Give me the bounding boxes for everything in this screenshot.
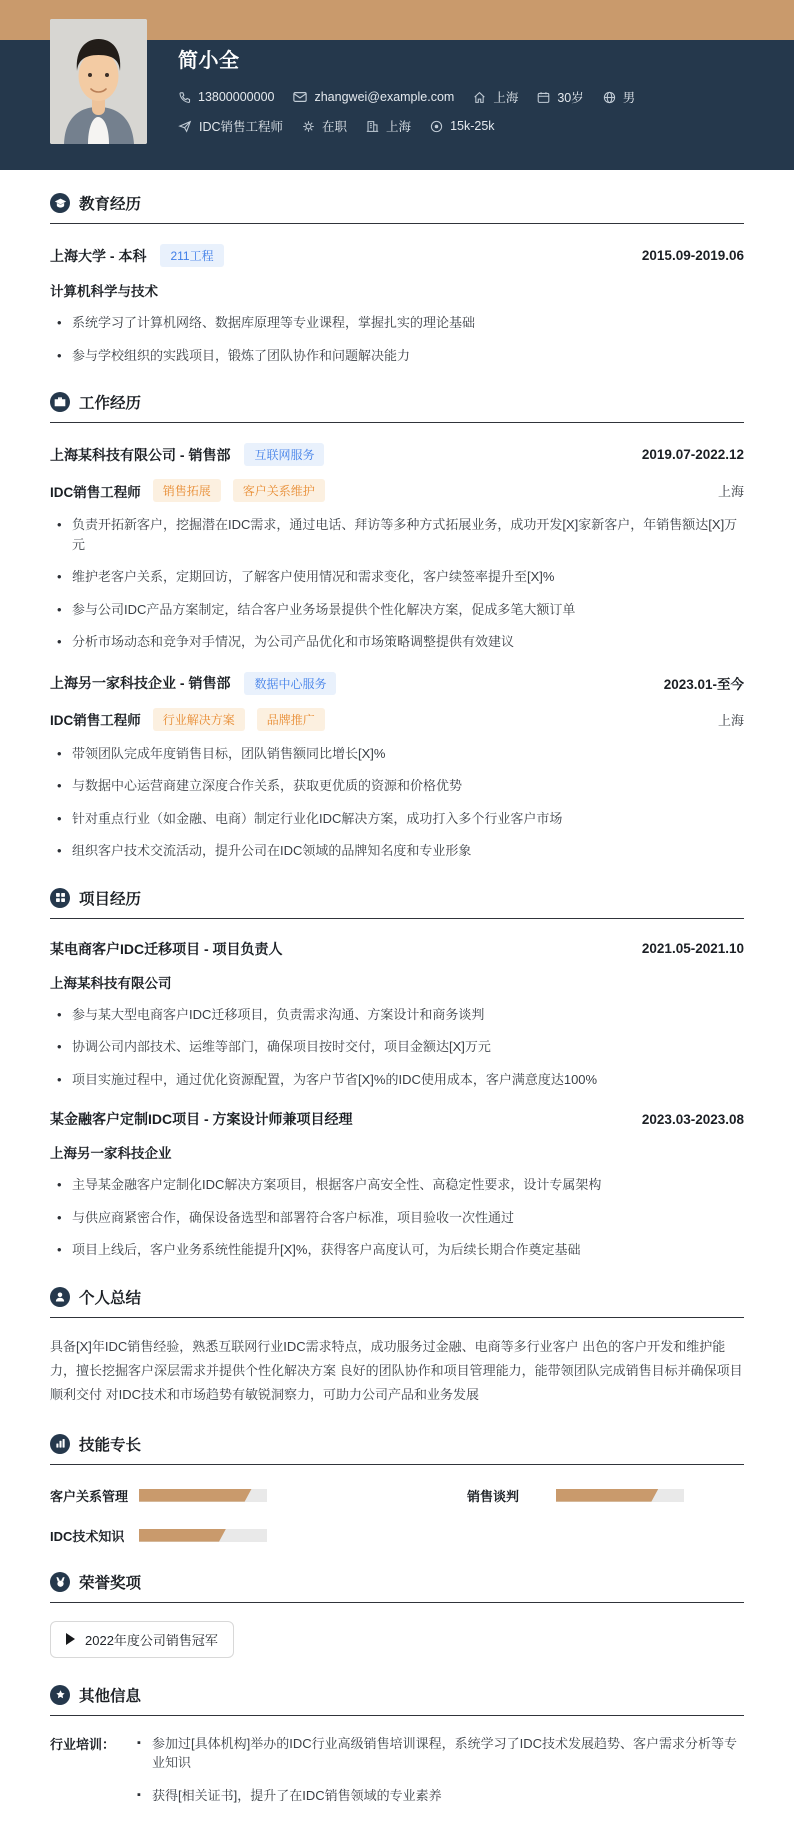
contact-row-1 [178,88,635,106]
skill-name: 销售谈判 [467,1488,520,1504]
age-item [537,88,583,106]
education-entry [50,244,744,365]
bullet-item: ▪ 参加过[具体机构]举办的IDC行业高级销售培训课程，系统学习了IDC技术发展趋势、客户需求分析等专业知识 [130,1734,744,1773]
skill-bar [139,1529,267,1542]
bullet-item: • 参与某大型电商客户IDC迁移项目，负责需求沟通、方案设计和商务谈判 [50,1005,744,1025]
summary-paragraph: 具备[X]年IDC销售经验，熟悉互联网行业IDC需求特点，成功服务过金融、电商等多行业客户 出色的客户开发和维护能力，擅长挖掘客户深层需求并提供个性化解决方案 良好的团队协作和项目管理能力，能带领团队完成销售目标并确保项目顺利交付 对IDC技术和市场趋势有敏锐洞察力，可助力公司产品和业务发展 [50,1338,743,1402]
section-divider [50,1715,744,1716]
work-entry [50,672,744,861]
section-title: 项目经历 [79,890,142,908]
medal-icon [50,1572,70,1592]
profile-photo [50,19,147,144]
work-location: 上海 [717,484,744,499]
project-entry [50,1109,744,1260]
position-item [178,117,283,135]
mail-icon [293,91,307,103]
salary-text: 15k-25k [450,119,495,133]
section-title: 教育经历 [79,196,142,213]
contact-row-2 [178,117,635,135]
project-bullets [50,1175,744,1260]
section-divider [50,223,744,224]
projects-grid-icon [50,888,70,908]
home-icon [473,91,486,104]
bullet-item: • 负责开拓新客户，挖掘潜在IDC需求，通过电话、拜访等多种方式拓展业务，成功开发[X]家新客户，年销售额达[X]万元 [50,515,744,554]
school-name: 上海大学 - 本科 [50,247,147,264]
bullet-item: • 主导某金融客户定制化IDC解决方案项目，根据客户高安全性、高稳定性要求，设计专属架构 [50,1175,744,1195]
section-projects [50,887,744,1260]
resume-header [0,40,794,170]
position-text: IDC销售工程师 [199,120,284,134]
city-text: 上海 [386,120,412,134]
skills-chart-icon [50,1434,70,1454]
phone-item [178,90,274,104]
section-education [50,192,744,365]
bullet-item: • 项目上线后，客户业务系统性能提升[X]%，获得客户高度认可，为后续长期合作奠定基础 [50,1240,744,1260]
section-title: 荣誉奖项 [79,1574,142,1592]
role-tag: 销售拓展 [153,479,221,502]
role-tag: 客户关系维护 [233,479,325,502]
section-other [50,1684,744,1806]
skill-fill [139,1489,252,1502]
project-date: 2023.03-2023.08 [641,1111,744,1127]
bullet-item: • 系统学习了计算机网络、数据库原理等专业课程，掌握扎实的理论基础 [50,313,744,333]
role-tag: 行业解决方案 [153,708,245,731]
bullet-item: • 协调公司内部技术、运维等部门，确保项目按时交付，项目金额达[X]万元 [50,1037,744,1057]
honor-chip[interactable] [50,1621,234,1658]
skill-item [467,1486,744,1505]
status-text: 在职 [322,120,348,134]
work-date: 2019.07-2022.12 [641,447,744,462]
email-text: zhangwei@example.com [314,90,455,104]
status-icon [302,120,315,133]
bullet-item: • 组织客户技术交流活动，提升公司在IDC领域的品牌知名度和专业形象 [50,841,744,861]
home-city-text: 上海 [493,91,519,105]
project-org: 上海另一家科技企业 [50,1146,172,1161]
section-title: 工作经历 [79,395,142,412]
skill-fill [139,1529,226,1542]
skill-item [50,1486,327,1505]
section-title: 其他信息 [79,1687,142,1705]
project-org: 上海某科技有限公司 [50,975,172,991]
section-divider [50,1317,744,1318]
training-label: 行业培训： [50,1736,116,1752]
candidate-name: 简小全 [178,50,240,72]
position-icon [178,120,192,133]
portrait-illustration [50,19,147,144]
company-name: 上海某科技有限公司 - 销售部 [50,446,231,463]
school-badge: 211工程 [160,244,223,267]
skill-fill [556,1489,658,1502]
phone-text: 13800000000 [198,90,275,104]
phone-icon [178,91,191,104]
role-title: IDC销售工程师 [50,713,141,728]
skill-name: 客户关系管理 [50,1488,129,1504]
section-summary [50,1286,744,1407]
project-name: 某电商客户IDC迁移项目 - 项目负责人 [50,940,283,957]
education-icon [50,193,70,213]
skill-bar [139,1489,267,1502]
section-skills [50,1433,744,1545]
gender-text: 男 [622,91,636,105]
major-name: 计算机科学与技术 [50,284,158,299]
age-text: 30岁 [557,91,584,105]
age-icon [537,91,550,104]
work-bullets [50,515,744,652]
section-title: 个人总结 [79,1289,142,1307]
bullet-item: • 参与公司IDC产品方案制定，结合客户业务场景提供个性化解决方案，促成多笔大额订单 [50,600,744,620]
project-date: 2021.05-2021.10 [641,941,744,956]
bullet-item: • 项目实施过程中，通过优化资源配置，为客户节省[X]%的IDC使用成本，客户满意度达100% [50,1070,744,1090]
work-entry [50,443,744,652]
salary-item [430,119,494,133]
project-name: 某金融客户定制IDC项目 - 方案设计师兼项目经理 [50,1111,353,1127]
project-entry [50,939,744,1090]
bullet-item: • 针对重点行业（如金融、电商）制定行业化IDC解决方案，成功打入多个行业客户市场 [50,809,744,829]
training-row [50,1734,744,1806]
home-city-item [473,88,518,106]
email-item [293,90,454,104]
industry-badge: 互联网服务 [244,443,324,466]
gender-icon [603,91,616,104]
company-name: 上海另一家科技企业 - 销售部 [50,675,231,691]
education-date: 2015.09-2019.06 [641,248,744,263]
bullet-item: • 带领团队完成年度销售目标，团队销售额同比增长[X]% [50,744,744,764]
bullet-item: ▪ 获得[相关证书]，提升了在IDC销售领域的专业素养 [130,1786,744,1806]
skill-bar [556,1489,684,1502]
salary-icon [430,120,443,133]
section-divider [50,422,744,423]
work-location: 上海 [717,712,744,728]
bullet-item: • 与供应商紧密合作，确保设备选型和部署符合客户标准，项目验收一次性通过 [50,1208,744,1228]
section-divider [50,918,744,919]
role-tag: 品牌推广 [257,708,325,731]
gender-item [603,88,636,106]
city-item [366,117,411,135]
section-work [50,391,744,861]
work-date: 2023.01-至今 [663,677,744,692]
person-icon [50,1287,70,1307]
city-icon [366,120,379,133]
expand-arrow-icon [66,1633,75,1645]
education-bullets [50,313,744,365]
honor-label: 2022年度公司销售冠军 [85,1632,218,1648]
training-bullets [130,1734,744,1806]
skill-item [50,1526,327,1545]
section-honors [50,1571,744,1658]
resume-body [0,170,794,1829]
section-divider [50,1602,744,1603]
skills-grid [50,1486,744,1545]
bullet-item: • 维护老客户关系，定期回访，了解客户使用情况和需求变化，客户续签率提升至[X]% [50,567,744,587]
bullet-item: • 分析市场动态和竞争对手情况，为公司产品优化和市场策略调整提供有效建议 [50,632,744,652]
section-divider [50,1464,744,1465]
briefcase-icon [50,392,70,412]
bullet-item: • 参与学校组织的实践项目，锻炼了团队协作和问题解决能力 [50,346,744,366]
section-title: 技能专长 [79,1436,142,1454]
industry-badge: 数据中心服务 [244,672,336,695]
bullet-item: • 与数据中心运营商建立深度合作关系，获取更优质的资源和价格优势 [50,776,744,796]
project-bullets [50,1005,744,1090]
role-title: IDC销售工程师 [50,484,141,500]
work-bullets [50,744,744,861]
info-icon [50,1685,70,1705]
contact-info [178,88,635,135]
status-item [302,117,347,135]
skill-name: IDC技术知识 [50,1528,125,1544]
